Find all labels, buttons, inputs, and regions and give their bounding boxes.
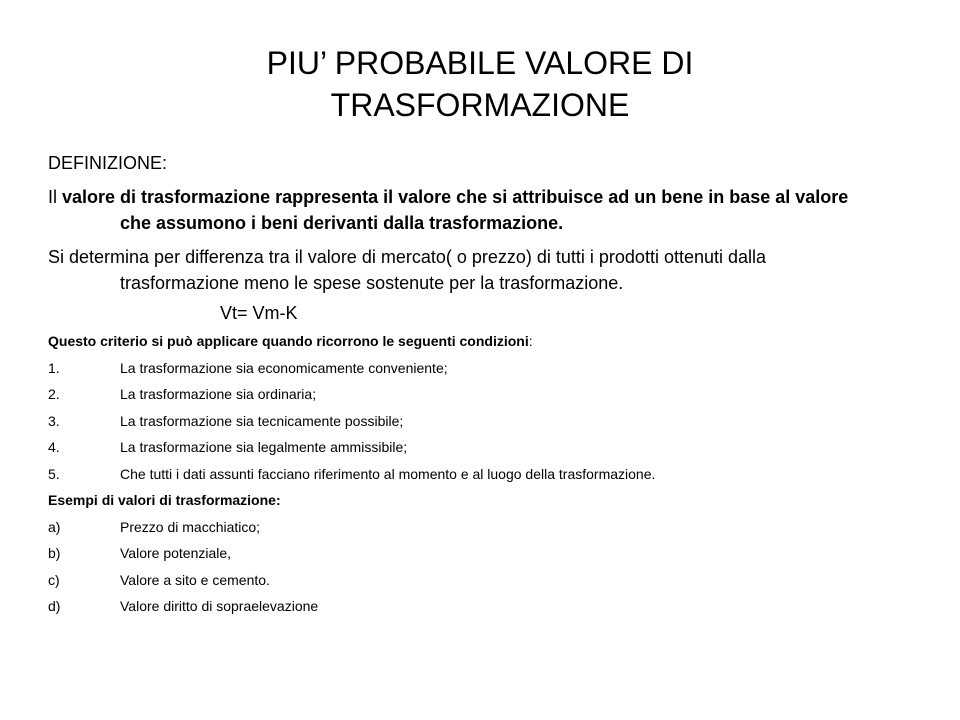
list-item-text: Valore diritto di sopraelevazione bbox=[120, 598, 319, 614]
conditions-heading-bold: Questo criterio si può applicare quando ricorrono le seguenti condizioni bbox=[48, 333, 529, 349]
title-line-1: PIU’ PROBABILE VALORE DI bbox=[266, 45, 694, 81]
definition-lead: Il bbox=[48, 187, 63, 207]
list-item-number: 2. bbox=[48, 386, 60, 402]
conditions-heading bbox=[48, 332, 878, 352]
conditions-list bbox=[48, 359, 878, 485]
list-item bbox=[48, 544, 878, 564]
slide-body bbox=[48, 150, 878, 624]
list-item-number: 3. bbox=[48, 412, 60, 429]
definition-bold-text: valore di trasformazione rappresenta il valore che si attribuisce ad un bene in base al valore che assumono i beni derivanti dalla trasformazione. bbox=[62, 187, 849, 233]
list-item-letter: c) bbox=[48, 571, 60, 588]
list-item-text: Valore potenziale, bbox=[120, 545, 232, 561]
list-item-text: La trasformazione sia legalmente ammissibile; bbox=[120, 439, 408, 455]
conditions-heading-colon: : bbox=[528, 333, 533, 349]
formula: Vt= Vm-K bbox=[220, 303, 298, 323]
examples-list bbox=[48, 518, 878, 617]
title-line-2: TRASFORMAZIONE bbox=[330, 87, 630, 123]
list-item-text: Prezzo di macchiatico; bbox=[120, 518, 261, 535]
list-item bbox=[48, 518, 878, 538]
list-item-text: La trasformazione sia ordinaria; bbox=[120, 386, 317, 402]
list-item bbox=[48, 571, 878, 591]
list-item-text: La trasformazione sia tecnicamente possibile; bbox=[120, 412, 404, 429]
list-item-letter: b) bbox=[48, 545, 61, 561]
examples-heading-bold: Esempi di valori di trasformazione: bbox=[48, 492, 281, 508]
list-item-number: 1. bbox=[48, 359, 60, 376]
list-item bbox=[48, 597, 878, 617]
examples-heading bbox=[48, 491, 878, 511]
list-item-text: Che tutti i dati assunti facciano riferimento al momento e al luogo della trasformazione. bbox=[120, 465, 656, 482]
list-item bbox=[48, 438, 878, 458]
list-item-text: La trasformazione sia economicamente conveniente; bbox=[120, 359, 448, 376]
definition-heading: DEFINIZIONE: bbox=[48, 153, 168, 173]
list-item bbox=[48, 465, 878, 485]
list-item-number: 5. bbox=[48, 465, 60, 482]
list-item-letter: a) bbox=[48, 518, 61, 535]
list-item bbox=[48, 385, 878, 405]
definition-paragraph bbox=[48, 184, 878, 236]
calculation-paragraph: Si determina per differenza tra il valore di mercato( o prezzo) di tutti i prodotti ottenuti dalla trasformazione meno le spese sostenute per la trasformazione. bbox=[48, 247, 767, 293]
slide-title bbox=[100, 42, 860, 126]
list-item-letter: d) bbox=[48, 598, 61, 614]
list-item bbox=[48, 412, 878, 432]
list-item-number: 4. bbox=[48, 439, 60, 455]
list-item bbox=[48, 359, 878, 379]
list-item-text: Valore a sito e cemento. bbox=[120, 571, 270, 588]
